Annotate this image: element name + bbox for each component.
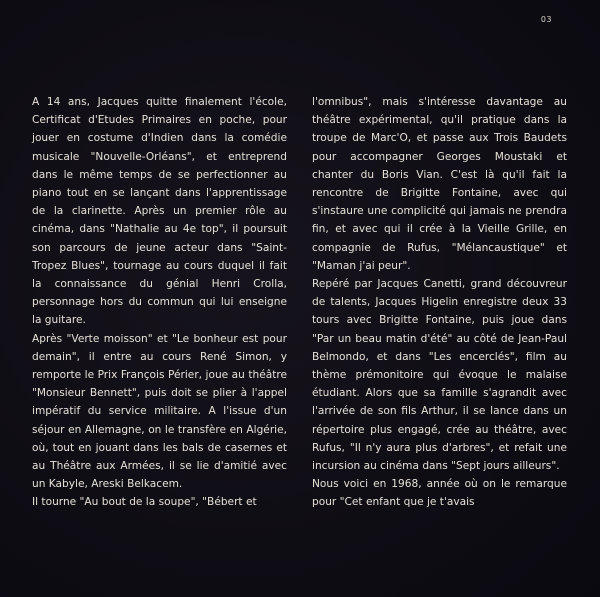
page-number: 03 — [540, 15, 552, 24]
paragraph: Après "Verte moisson" et "Le bonheur est pour demain", il entre au cours René Simon, y remporte le Prix François Périer, joue au théâtre "Monsieur Bennett", puis doit se plier à l'appel impératif du service militaire. A l'issue d'un séjour en Allemagne, on le transfère en Algérie, où, tout en jouant dans les bals de casernes et au Théâtre aux Armées, il se lie d'amitié avec un Kabyle, Areski Belkacem. — [32, 332, 287, 491]
paragraph: Nous voici en 1968, année où on le remarque pour "Cet enfant que je t'avais — [312, 478, 567, 509]
paragraph: A 14 ans, Jacques quitte finalement l'école, Certificat d'Etudes Primaires en poche, pour jouer en costume d'Indien dans la comédie musicale "Nouvelle-Orléans", et entreprend dans le même temps de se perfectionner au piano tout en se lançant dans l'apprentissage de la clarinette. Après un premier rôle au cinéma, dans "Nathalie au 4e top", il poursuit son parcours de jeune acteur dans "Saint-Tropez Blues", tournage au cours duquel il fait la connaissance du génial Henri Crolla, personnage hors du commun qui lui enseigne la guitare. — [32, 96, 287, 327]
paragraph: l'omnibus", mais s'intéresse davantage au théâtre expérimental, qu'il pratique dans la troupe de Marc'O, et passe aux Trois Baudets pour accompagner Georges Moustaki et chanter du Boris Vian. C'est là qu'il fait la rencontre de Brigitte Fontaine, avec qui s'instaure une complicité qui jamais ne prendra fin, et avec qui il crée à la Vieille Grille, en compagnie de Rufus, "Mélancaustique" et "Maman j'ai peur". — [312, 96, 567, 272]
paragraph: Repéré par Jacques Canetti, grand découvreur de talents, Jacques Higelin enregistre deux 33 tours avec Brigitte Fontaine, puis joue dans "Par un beau matin d'été" au côté de Jean-Paul Belmondo, et dans "Les encerclés", film au thème prémonitoire qui évoque le malaise étudiant. Alors que sa famille s'agrandit avec l'arrivée de son fils Arthur, il se lance dans un répertoire plus engagé, crée au théâtre, avec Rufus, "Il n'y aura plus d'arbres", et refait une incursion au cinéma dans "Sept jours ailleurs". — [312, 278, 567, 473]
text-column-left — [32, 93, 287, 512]
text-column-right — [312, 93, 567, 512]
paragraph: Il tourne "Au bout de la soupe", "Bébert et — [32, 496, 257, 509]
